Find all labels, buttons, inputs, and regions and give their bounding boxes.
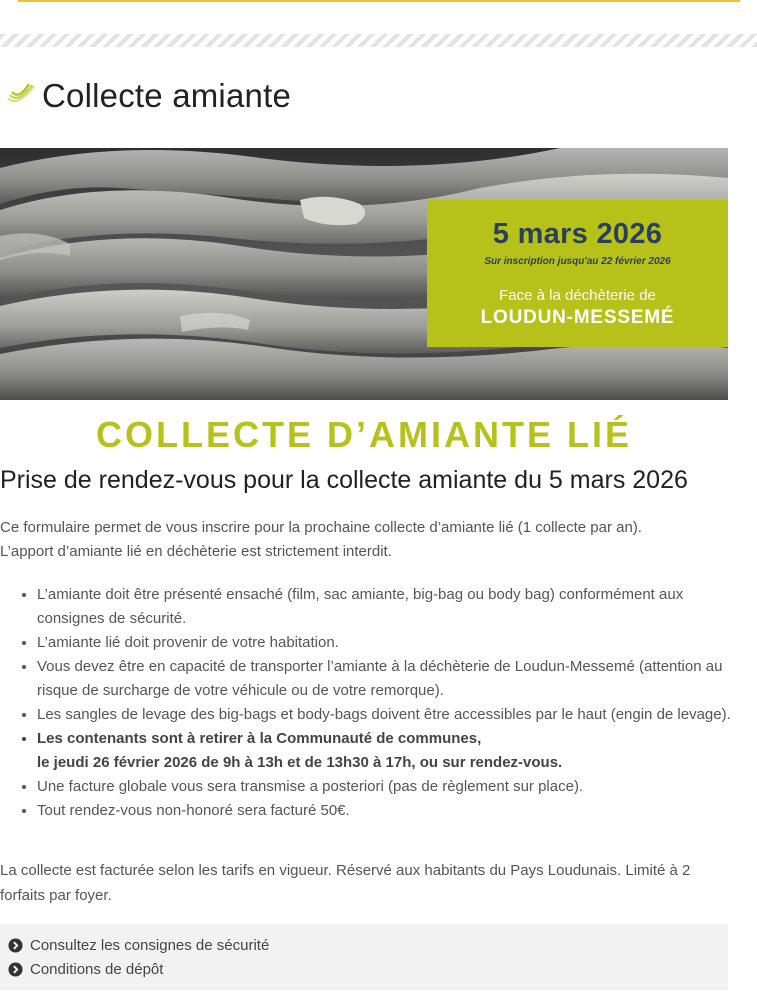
list-item: • Tout rendez-vous non-honoré sera facturé 50€.: [37, 799, 743, 823]
page-title-row: [6, 72, 291, 120]
link-label: Conditions de dépôt: [30, 960, 164, 978]
list-item: • Vous devez être en capacité de transporter l’amiante à la déchèterie de Loudun-Messemé (attention au risque de surcharge de votre véhicule ou de votre remorque).: [37, 655, 743, 703]
event-banner: [0, 148, 728, 400]
list-item-pickup: [37, 727, 743, 775]
footer-paragraph: La collecte est facturée selon les tarifs en vigueur. Réservé aux habitants du Pays Loudunais. Limité à 2 forfaits par foyer.: [0, 862, 691, 904]
article-heading: COLLECTE D’AMIANTE LIÉ: [96, 414, 632, 455]
event-date: 5 mars 2026: [492, 218, 663, 250]
event-location-line1: Face à la déchèterie de: [499, 287, 656, 304]
related-links-box: [0, 924, 728, 990]
link-label: Consultez les consignes de sécurité: [30, 936, 270, 954]
registration-deadline: Sur inscription jusqu'au 22 février 2026: [484, 256, 671, 267]
intro-line-2: L’apport d’amiante lié en déchèterie est strictement interdit.: [0, 543, 392, 560]
safety-instructions-link[interactable]: [0, 933, 728, 957]
event-location-line2: LOUDUN-MESSEMÉ: [480, 307, 675, 328]
list-item: • Une facture globale vous sera transmise a posteriori (pas de règlement sur place).: [37, 775, 743, 799]
top-rule: [18, 0, 740, 2]
pickup-line-2: le jeudi 26 février 2026 de 9h à 13h et de 13h30 à 17h, ou sur rendez-vous.: [37, 754, 563, 771]
list-item: • L’amiante doit être présenté ensaché (film, sac amiante, big-bag ou body bag) conformément aux consignes de sécurité.: [37, 583, 743, 631]
intro-line-1: Ce formulaire permet de vous inscrire pour la prochaine collecte d’amiante lié (1 collecte par an).: [0, 519, 642, 536]
hatched-divider: [0, 34, 757, 47]
deposit-conditions-link[interactable]: [0, 957, 728, 981]
pickup-line-1: Les contenants sont à retirer à la Communauté de communes,: [37, 730, 482, 747]
chevron-circle-right-icon: [8, 962, 23, 977]
event-info-box: [427, 200, 728, 347]
page-title: Collecte amiante: [42, 77, 291, 114]
chevron-circle-right-icon: [8, 938, 23, 953]
article-subheading: Prise de rendez-vous pour la collecte amiante du 5 mars 2026: [0, 466, 688, 494]
rules-list: [20, 583, 743, 823]
list-item: • L’amiante lié doit provenir de votre habitation.: [37, 631, 743, 655]
leaf-swoosh-icon: [6, 82, 38, 110]
list-item: • Les sangles de levage des big-bags et body-bags doivent être accessibles par le haut (engin de levage).: [37, 703, 743, 727]
intro-paragraph: [0, 516, 730, 564]
